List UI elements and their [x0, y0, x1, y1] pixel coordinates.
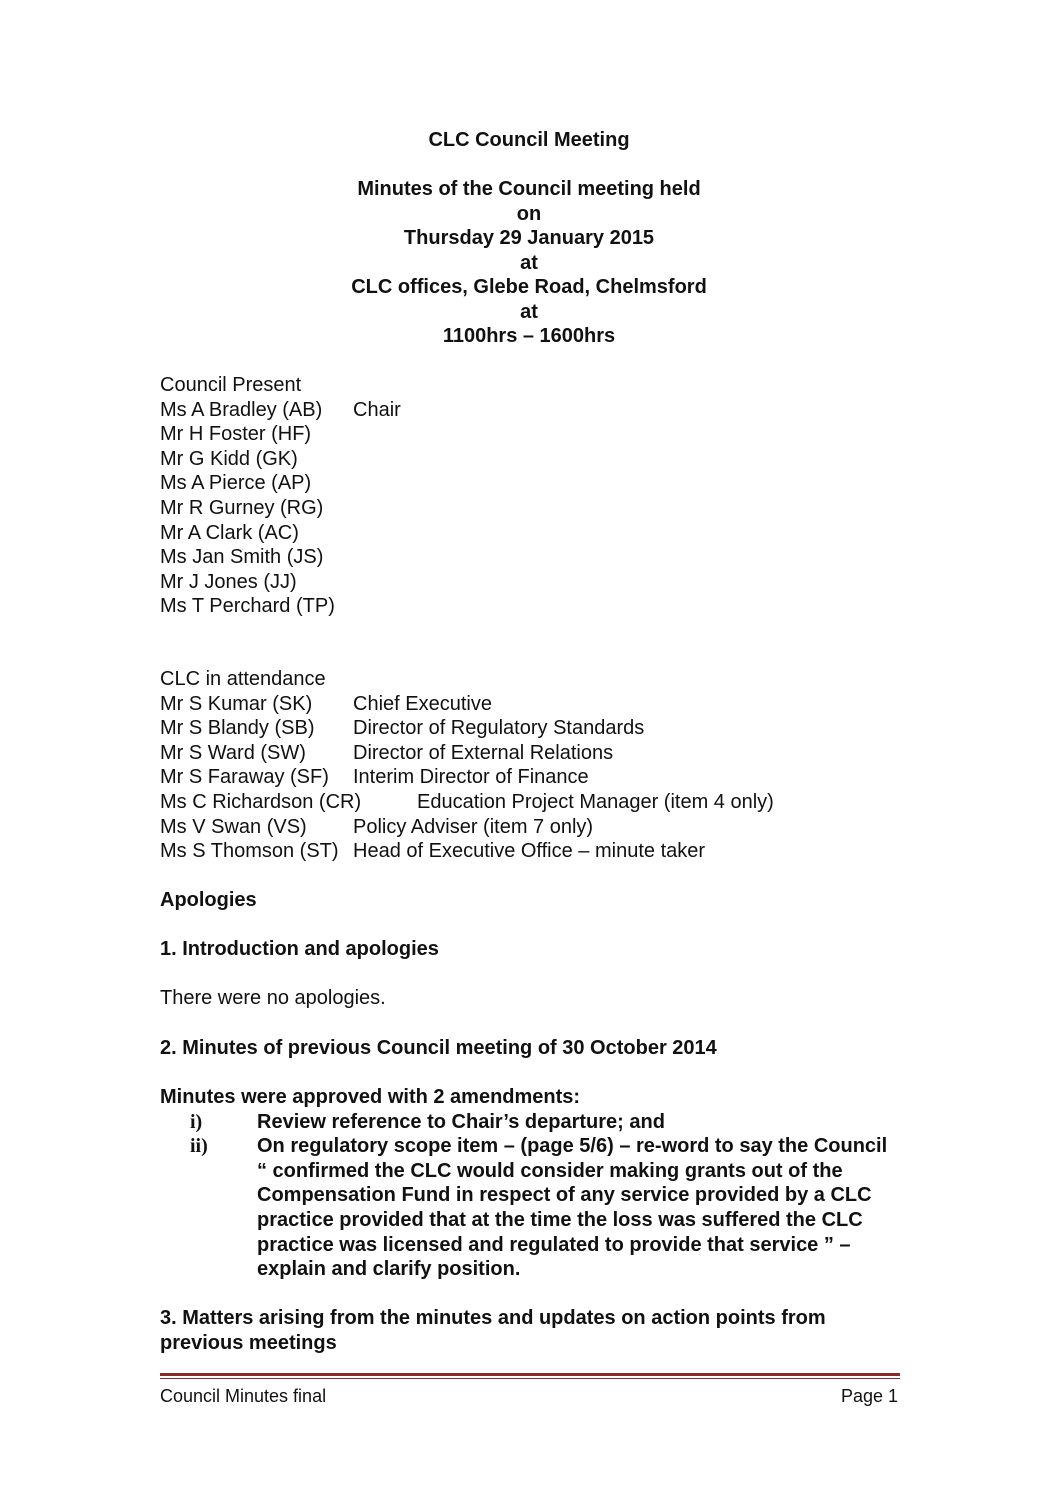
header-line-6: at [520, 300, 538, 323]
list-item [160, 471, 335, 496]
list-item [160, 765, 589, 790]
list-item [160, 570, 335, 595]
amendment-number: ii) [190, 1135, 208, 1158]
list-item [160, 839, 706, 864]
amendments-block [160, 1085, 897, 1282]
member-name: Mr R Gurney (RG) [160, 496, 324, 519]
meeting-date: Thursday 29 January 2015 [403, 227, 655, 249]
list-item [160, 447, 335, 472]
attendee-role: Policy Adviser (item 7 only) [353, 815, 594, 838]
list-item [160, 815, 594, 840]
member-name: Ms Jan Smith (JS) [160, 546, 324, 569]
amendment-number: i) [190, 1110, 203, 1133]
attendee-role: Director of Regulatory Standards [353, 717, 645, 740]
council-present-heading: Council Present [160, 374, 302, 396]
item3-heading [160, 1306, 826, 1355]
attendee-role: Education Project Manager (item 4 only) [417, 790, 774, 813]
member-name: Mr A Clark (AC) [160, 521, 299, 544]
list-item [160, 521, 335, 546]
list-item [160, 741, 614, 766]
item2-heading: 2. Minutes of previous Council meeting of 30 October 2014 [160, 1037, 717, 1059]
list-item [160, 496, 335, 521]
attendee-name: Ms V Swan (VS) [160, 815, 307, 838]
member-name: Ms A Pierce (AP) [160, 472, 312, 495]
meeting-header [160, 128, 898, 349]
footer-document-name: Council Minutes final [160, 1386, 327, 1406]
footer-divider-thin [160, 1378, 900, 1379]
attendee-role: Chief Executive [353, 692, 492, 715]
member-role: Chair [353, 398, 401, 421]
header-line-1: Minutes of the Council meeting held [357, 178, 701, 200]
list-item [160, 398, 401, 423]
meeting-title: CLC Council Meeting [428, 129, 630, 151]
member-name: Mr G Kidd (GK) [160, 447, 298, 470]
meeting-time: 1100hrs – 1600hrs [442, 325, 616, 347]
attendee-name: Mr S Kumar (SK) [160, 692, 313, 715]
attendance-heading: CLC in attendance [160, 668, 326, 690]
attendance-list [160, 667, 774, 864]
attendee-role: Director of External Relations [353, 741, 614, 764]
attendee-role: Interim Director of Finance [353, 766, 589, 789]
footer-divider-thick [160, 1373, 900, 1376]
meeting-location: CLC offices, Glebe Road, Chelmsford [351, 276, 707, 298]
list-item [160, 545, 335, 570]
header-line-2: on [516, 202, 542, 225]
apologies-heading: Apologies [160, 889, 257, 911]
council-present-list [160, 373, 401, 619]
list-item [160, 716, 645, 741]
list-item [160, 1110, 897, 1135]
attendee-name: Ms S Thomson (ST) [160, 840, 339, 863]
item1-heading: 1. Introduction and apologies [160, 938, 439, 960]
header-line-4: at [520, 251, 538, 274]
item1-text: There were no apologies. [160, 987, 386, 1009]
attendee-name: Mr S Ward (SW) [160, 741, 306, 764]
attendee-name: Mr S Blandy (SB) [160, 717, 315, 740]
item3-heading-line-2: previous meetings [160, 1331, 337, 1354]
list-item [160, 1134, 897, 1282]
list-item [160, 422, 335, 447]
amendment-text: Review reference to Chair’s departure; and [257, 1110, 665, 1133]
list-item [160, 594, 335, 619]
amendment-text: On regulatory scope item – (page 5/6) – re-word to say the Council “ confirmed the CLC would consider making grants out of the Compensation Fund in respect of any service provided by a CLC practice provided that at the time the loss was suffered the CLC practice was licensed and regulated to provide that service ” – explain and clarify position. [257, 1135, 888, 1281]
member-name: Mr J Jones (JJ) [160, 570, 297, 593]
list-item [160, 692, 492, 717]
list-item [160, 790, 774, 815]
attendee-role: Head of Executive Office – minute taker [353, 840, 706, 863]
amendments-intro: Minutes were approved with 2 amendments: [160, 1086, 581, 1108]
member-name: Ms T Perchard (TP) [160, 595, 335, 618]
member-name: Mr H Foster (HF) [160, 423, 312, 446]
footer-page-number: Page 1 [840, 1386, 898, 1406]
member-name: Ms A Bradley (AB) [160, 398, 323, 421]
attendee-name: Ms C Richardson (CR) [160, 790, 362, 813]
item3-heading-line-1: 3. Matters arising from the minutes and updates on action points from [160, 1307, 826, 1329]
attendee-name: Mr S Faraway (SF) [160, 766, 329, 789]
